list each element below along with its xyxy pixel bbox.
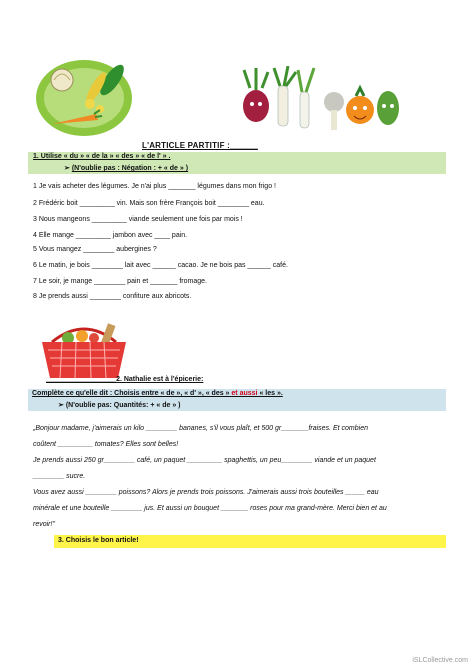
section2-instruction-text: Complète ce qu'elle dit : Choisis entre « de », « d' », « des »: [32, 390, 230, 397]
vegetable-characters-illustration: [236, 66, 404, 140]
section2-note: [58, 401, 180, 409]
section2-heading: __________________2. Nathalie est à l'épicerie:: [46, 376, 204, 383]
exercise2-line-3: Je prends aussi 250 gr________ café, un paquet _________ spaghettis, un peu________ viande et un paquet: [33, 457, 376, 464]
section2-note-bar: [28, 400, 446, 411]
section3-heading: 3. Choisis le bon article!: [58, 537, 139, 544]
exercise2-line-5: Vous avez aussi ________ poissons? Alors je prends trois poissons. J'aimerais aussi trois bouteilles _____ eau: [33, 489, 379, 496]
exercise1-line-4: 4 Elle mange _________ jambon avec ____ pain.: [33, 232, 188, 239]
exercise1-line-8: 8 Je prends aussi ________ confiture aux abricots.: [33, 293, 192, 300]
section2-heading-text: 2. Nathalie est à l'épicerie:: [116, 376, 204, 383]
section1-note-bar: [28, 163, 446, 174]
section1-note: [64, 164, 188, 172]
section2-instruction-end: « les ».: [259, 390, 283, 397]
arrow-icon: ➢: [64, 165, 70, 172]
exercise1-line-5: 5 Vous mangez ________ aubergines ?: [33, 246, 157, 253]
exercise1-line-6: 6 Le matin, je bois ________ lait avec ______ cacao. Je ne bois pas ______ café.: [33, 262, 288, 269]
section2-instruction-red: et aussi: [231, 390, 258, 397]
page-title-text: L'ARTICLE PARTITIF :: [142, 141, 230, 150]
exercise1-line-7: 7 Le soir, je mange ________ pain et _______ fromage.: [33, 278, 207, 285]
vegetables-bowl-illustration: [34, 54, 134, 138]
exercise2-line-4: ________ sucre.: [33, 473, 86, 480]
footer-watermark: iSLCollective.com: [412, 657, 468, 664]
exercise2-line-7: revoir!": [33, 521, 55, 528]
section1-heading: 1. Utilise « du » « de la » « des » « de l' » .: [33, 153, 171, 160]
section1-note-text: (N'oublie pas : Négation : + « de » ): [71, 165, 189, 172]
footer: [0, 656, 474, 670]
section3-heading-bar: [54, 535, 446, 548]
exercise1-line-3: 3 Nous mangeons _________ viande seulement une fois par mois !: [33, 216, 243, 223]
section1-heading-bar: [28, 152, 446, 163]
arrow-icon: ➢: [58, 402, 64, 409]
page-title: L'ARTICLE PARTITIF :______: [142, 141, 258, 150]
exercise1-line-1: 1 Je vais acheter des légumes. Je n'ai plus _______ légumes dans mon frigo !: [33, 183, 276, 190]
section2-instruction: [32, 390, 283, 397]
section2-note-text: (N'oublie pas: Quantités: + « de » ): [65, 402, 181, 409]
exercise1-line-2: 2 Frédéric boit _________ vin. Mais son frère François boit ________ eau.: [33, 200, 265, 207]
section2-instruction-bar: [28, 389, 446, 400]
exercise2-line-1: „Bonjour madame, j'aimerais un kilo ________ bananes, s'il vous plaît, et 500 gr_______fraises. Et combien: [33, 425, 368, 432]
exercise2-line-2: coûtent _________ tomates? Elles sont belles!: [33, 441, 179, 448]
shopping-basket-illustration: [38, 322, 130, 382]
exercise2-line-6: minérale et une bouteille ________ jus. Et aussi un bouquet _______ roses pour ma grand-mère. Merci bien et au: [33, 505, 387, 512]
